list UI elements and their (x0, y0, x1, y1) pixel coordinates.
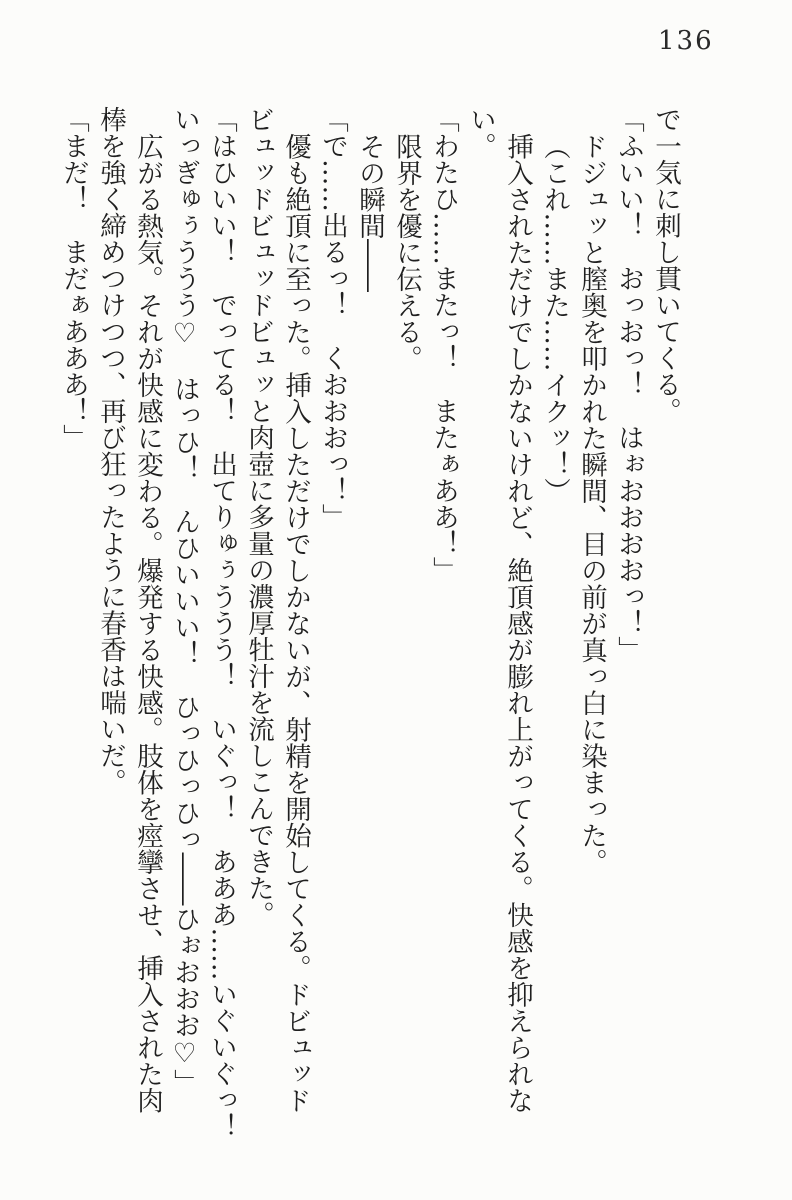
text-line: 優も絶頂に至った。挿入しただけでしかないが、射精を開始してくる。ドビュッド (280, 132, 311, 1113)
text-line: 「はひいい！ でってる！ 出てりゅぅううう！ いぐっ！ あああ……いぐいぐっ！ (206, 106, 237, 1140)
text-line: で一気に刺し貫いてくる。 (650, 106, 681, 424)
text-line: ドジュッと膣奥を叩かれた瞬間、目の前が真っ白に染まった。 (576, 132, 607, 875)
text-line: いっぎゅぅううう♡ はっひ！ んひいいい！ ひっひっひっ――ひぉおおお♡」 (169, 106, 200, 1096)
text-line: 挿入されただけでしかないけれど、絶頂感が膨れ上がってくる。快感を抑えられな (502, 132, 533, 1113)
text-line: 「まだ！ まだぁあああ！」 (58, 106, 89, 451)
page-number: 136 (658, 26, 714, 56)
text-line: い。 (465, 106, 496, 159)
text-line: 「わたひ……またっ！ またぁああ！」 (428, 106, 459, 583)
text-line: 「で……出るっ！ くおおおっ！」 (317, 106, 348, 530)
text-column-area (54, 106, 684, 1144)
text-line: 限界を優に伝える。 (391, 132, 422, 371)
text-line: その瞬間―― (354, 132, 385, 292)
text-line: 棒を強く締めつけつつ、再び狂ったように春香は喘いだ。 (95, 106, 126, 795)
text-line: （これ……また……イクッ！） (539, 132, 570, 504)
text-line: 広がる熱気。それが快感に変わる。爆発する快感。肢体を痙攣させ、挿入された肉 (132, 132, 163, 1113)
text-line: 「ふいい！ おっおっ！ はぉおおおおっ！」 (613, 106, 644, 663)
text-line: ビュッドビュッドビュッと肉壺に多量の濃厚牡汁を流しこんできた。 (243, 106, 274, 928)
